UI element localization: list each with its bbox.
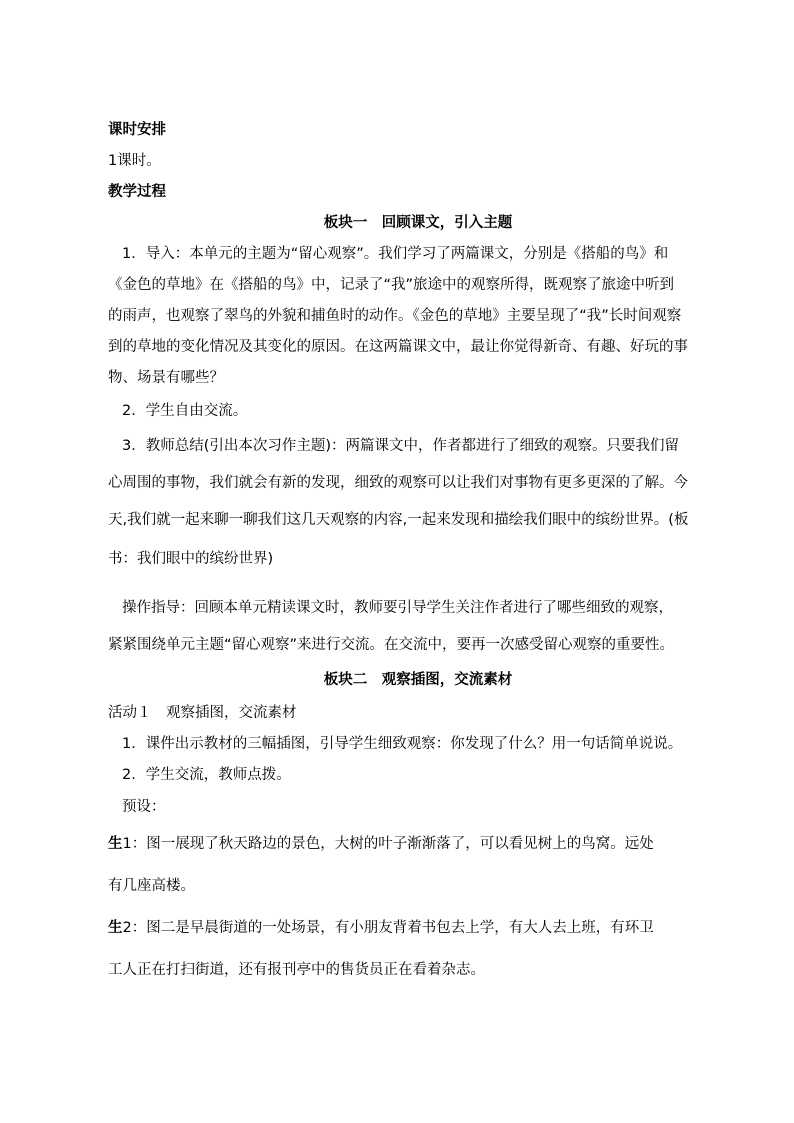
block1-p1-line: 1．导入：本单元的主题为“留心观察”。我们学习了两篇课文，分别是《搭船的鸟》和 [122,246,669,262]
student1-text: 1：图一展现了秋天路边的景色，大树的叶子渐渐落了，可以看见树上的鸟窝。远处 [122,836,654,852]
student2-line [108,918,708,938]
block1-p1-line: 到的草地的变化情况及其变化的原因。在这两篇课文中，最让你觉得新奇、有趣、好玩的事 [108,339,688,355]
block1-p2: 2．学生自由交流。 [122,403,248,419]
process-heading: 教学过程 [108,184,166,200]
student2-text: 2：图二是早晨街道的一处场景，有小朋友背着书包去上学，有大人去上班，有环卫 [122,920,654,936]
block2-title: 板块二 观察插图，交流素材 [323,672,513,688]
block1-p3-line: 书：我们眼中的缤纷世界) [108,551,274,567]
student2-line: 工人正在打扫街道，还有报刊亭中的售货员正在看着杂志。 [108,962,485,978]
preset-label: 预设： [122,799,166,815]
student1-line: 有几座高楼。 [108,878,195,894]
block1-p3-line: 天,我们就一起来聊一聊我们这几天观察的内容,一起来发现和描绘我们眼中的缤纷世界。(板 [108,512,689,528]
block1-p3-line: 3．教师总结(引出本次习作主题)：两篇课文中，作者都进行了细致的观察。只要我们留 [122,438,680,454]
block1-guide-line: 操作指导：回顾本单元精读课文时，教师要引导学生关注作者进行了哪些细致的观察， [122,600,673,616]
student1-label: 生 [108,836,123,852]
block1-guide-line: 紧紧围绕单元主题“留心观察”来进行交流。在交流中，要再一次感受留心观察的重要性。 [108,637,675,653]
student1-line [108,834,708,854]
schedule-text: 1课时。 [108,153,161,169]
block1-p3-line: 心周围的事物，我们就会有新的发现，细致的观察可以让我们对事物有更多更深的了解。今 [108,475,688,491]
activity1-title: 活动１ 观察插图，交流素材 [108,705,297,721]
schedule-heading: 课时安排 [108,122,166,138]
block1-title: 板块一 回顾课文，引入主题 [323,215,513,231]
block1-p1-line: 物、场景有哪些？ [108,370,224,386]
activity1-p2: 2．学生交流，教师点拨。 [122,767,291,783]
student2-label: 生 [108,920,123,936]
block1-p1-line: 《金色的草地》在《搭船的鸟》中，记录了“我”旅途中的观察所得，既观察了旅途中听到 [108,277,675,293]
activity1-p1: 1．课件出示教材的三幅插图，引导学生细致观察：你发现了什么？用一句话简单说说。 [122,736,683,752]
block1-p1-line: 的雨声，也观察了翠鸟的外貌和捕鱼时的动作。《金色的草地》主要呈现了“我”长时间观察 [108,308,682,324]
